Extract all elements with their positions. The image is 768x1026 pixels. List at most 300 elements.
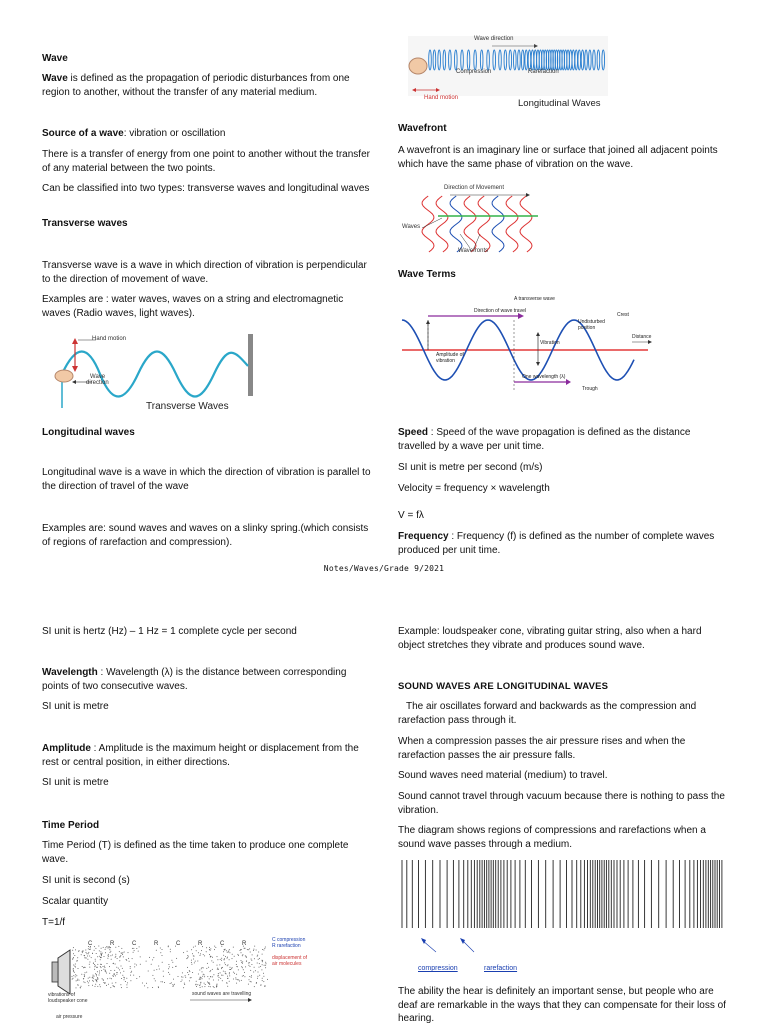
air-molecule <box>115 947 116 948</box>
air-molecule <box>122 952 123 953</box>
air-molecule <box>223 971 224 972</box>
air-molecule <box>84 974 85 975</box>
air-molecule <box>191 962 192 963</box>
air-molecule <box>250 952 251 953</box>
air-molecule <box>102 953 103 954</box>
air-molecule <box>251 959 252 960</box>
rarefaction-marker: R <box>198 941 203 947</box>
air-molecule <box>169 974 170 975</box>
air-molecule <box>233 979 234 980</box>
air-molecule <box>115 957 116 958</box>
air-molecule <box>207 976 208 977</box>
air-molecule <box>125 981 126 982</box>
air-molecule <box>250 966 251 967</box>
air-molecule <box>222 975 223 976</box>
air-molecule <box>198 974 199 975</box>
air-molecule <box>199 978 200 979</box>
air-molecule <box>103 982 104 983</box>
longitudinal-caption: Longitudinal Waves <box>518 98 601 109</box>
air-molecule <box>189 980 190 981</box>
air-molecule <box>257 978 258 979</box>
air-molecule <box>160 952 161 953</box>
sound-waves-heading: SOUND WAVES ARE LONGITUDINAL WAVES <box>398 681 609 692</box>
one-wavelength-label: One wavelength (λ) <box>522 374 566 380</box>
air-molecule <box>237 954 238 955</box>
air-molecule <box>181 981 182 982</box>
air-molecule <box>108 948 109 949</box>
air-molecule <box>87 981 88 982</box>
direction-label: Direction of wave travel <box>474 308 526 314</box>
wavefront-definition: A wavefront is an imaginary line or surface that joined all adjacent points which have the same phase of vibration on the wave. <box>398 145 718 170</box>
air-molecule <box>219 964 220 965</box>
air-molecule <box>78 951 79 952</box>
air-molecule <box>257 963 258 964</box>
air-molecule <box>89 964 90 965</box>
air-molecule <box>221 960 222 961</box>
air-molecule <box>93 981 94 982</box>
air-molecule <box>232 967 233 968</box>
air-molecule <box>259 967 260 968</box>
air-molecule <box>198 952 199 953</box>
compression-rarefaction-figure <box>400 858 726 978</box>
air-molecule <box>92 953 93 954</box>
air-molecule <box>229 981 230 982</box>
wavefront-heading: Wavefront <box>398 123 447 134</box>
air-molecule <box>72 976 73 977</box>
air-molecule <box>202 978 203 979</box>
air-molecule <box>171 982 172 983</box>
air-molecule <box>204 976 205 977</box>
air-molecule <box>76 975 77 976</box>
air-molecule <box>164 982 165 983</box>
air-molecule <box>89 980 90 981</box>
velocity-equation: Velocity = frequency × wavelength <box>398 483 550 494</box>
air-molecule <box>265 965 266 966</box>
wave-definition <box>42 72 372 99</box>
air-molecule <box>73 957 74 958</box>
air-molecule <box>74 972 75 973</box>
air-molecule <box>129 961 130 962</box>
air-molecule <box>154 970 155 971</box>
air-molecule <box>243 969 244 970</box>
vacuum-text: Sound cannot travel through vacuum because there is nothing to pass the vibration. <box>398 791 725 816</box>
air-molecule <box>204 974 205 975</box>
air-molecule <box>109 966 110 967</box>
compression-marker: C <box>132 941 137 947</box>
air-molecule <box>83 967 84 968</box>
transverse-examples: Examples are : water waves, waves on a string and electromagnetic waves (Radio waves, light waves). <box>42 294 344 319</box>
air-molecule <box>237 979 238 980</box>
air-molecule <box>200 955 201 956</box>
air-molecule <box>213 974 214 975</box>
air-molecule <box>131 972 132 973</box>
transverse-definition: Transverse wave is a wave in which direction of vibration is perpendicular to the direction of movement of wave. <box>42 260 367 285</box>
air-molecule <box>100 951 101 952</box>
hertz-unit: SI unit is hertz (Hz) – 1 Hz = 1 complete cycle per second <box>42 626 297 637</box>
wave-terms-heading: Wave Terms <box>398 269 456 280</box>
air-molecule <box>209 978 210 979</box>
air-molecule <box>119 960 120 961</box>
air-molecule <box>152 987 153 988</box>
air-molecule <box>93 963 94 964</box>
air-molecule <box>246 961 247 962</box>
air-molecule <box>95 984 96 985</box>
air-molecule <box>227 976 228 977</box>
air-molecule <box>91 957 92 958</box>
amplitude-definition <box>42 742 372 769</box>
air-molecule <box>261 969 262 970</box>
air-molecule <box>214 987 215 988</box>
air-molecule <box>239 981 240 982</box>
air-molecule <box>248 965 249 966</box>
air-molecule <box>96 975 97 976</box>
air-molecule <box>203 954 204 955</box>
air-molecule <box>92 985 93 986</box>
air-molecule <box>101 964 102 965</box>
air-molecule <box>114 974 115 975</box>
air-molecule <box>96 981 97 982</box>
air-molecule <box>101 970 102 971</box>
air-molecule <box>77 957 78 958</box>
source-term: Source of a wave <box>42 128 124 139</box>
air-molecule <box>187 967 188 968</box>
air-molecule <box>262 978 263 979</box>
air-molecule <box>119 951 120 952</box>
air-molecule <box>242 954 243 955</box>
wave-line <box>492 196 504 252</box>
air-molecule <box>182 980 183 981</box>
air-molecule <box>229 952 230 953</box>
air-molecule <box>105 947 106 948</box>
air-molecule <box>200 987 201 988</box>
air-molecule <box>195 961 196 962</box>
wave-line <box>478 196 490 252</box>
air-molecule <box>95 959 96 960</box>
air-molecule <box>116 967 117 968</box>
air-molecule <box>191 964 192 965</box>
air-molecule <box>192 972 193 973</box>
wavelength-definition <box>42 666 372 693</box>
air-molecule <box>85 972 86 973</box>
air-molecule <box>258 952 259 953</box>
air-molecule <box>95 948 96 949</box>
air-molecule <box>221 975 222 976</box>
air-molecule <box>240 950 241 951</box>
wave-line <box>520 196 532 252</box>
air-molecule <box>72 950 73 951</box>
air-molecule <box>220 978 221 979</box>
air-molecule <box>84 957 85 958</box>
air-molecule <box>97 986 98 987</box>
air-molecule <box>113 963 114 964</box>
transverse-heading: Transverse waves <box>42 218 128 229</box>
air-molecule <box>110 987 111 988</box>
air-molecule <box>236 979 237 980</box>
air-molecule <box>207 982 208 983</box>
air-molecule <box>75 974 76 975</box>
air-molecule <box>79 980 80 981</box>
air-molecule <box>152 975 153 976</box>
air-molecule <box>97 964 98 965</box>
amplitude-term: Amplitude <box>42 743 91 754</box>
air-molecule <box>245 966 246 967</box>
air-molecule <box>115 956 116 957</box>
air-molecule <box>224 962 225 963</box>
air-molecule <box>258 959 259 960</box>
air-molecule <box>206 968 207 969</box>
air-molecule <box>263 950 264 951</box>
air-molecule <box>148 971 149 972</box>
air-molecule <box>236 966 237 967</box>
air-molecule <box>75 967 76 968</box>
air-molecule <box>120 984 121 985</box>
air-molecule <box>75 976 76 977</box>
air-molecule <box>100 964 101 965</box>
air-molecule <box>256 983 257 984</box>
air-molecule <box>73 971 74 972</box>
air-molecule <box>182 972 183 973</box>
air-molecule <box>85 950 86 951</box>
air-molecule <box>118 968 119 969</box>
air-molecule <box>99 950 100 951</box>
wave-direction-label-2: direction <box>86 380 109 386</box>
air-molecule <box>108 947 109 948</box>
air-molecule <box>97 971 98 972</box>
air-molecule <box>72 979 73 980</box>
air-molecule <box>251 964 252 965</box>
air-molecule <box>100 957 101 958</box>
air-molecule <box>254 986 255 987</box>
hand-icon <box>55 370 73 382</box>
air-molecule <box>110 970 111 971</box>
air-molecule <box>104 967 105 968</box>
air-molecule <box>221 968 222 969</box>
air-molecule <box>206 951 207 952</box>
air-molecule <box>244 972 245 973</box>
air-molecule <box>221 958 222 959</box>
air-molecule <box>81 954 82 955</box>
air-molecule <box>190 977 191 978</box>
wavelength-text: : Wavelength (λ) is the distance between corresponding points of two consecutive waves. <box>42 667 347 692</box>
air-molecule <box>232 954 233 955</box>
compression-marker: C <box>176 941 181 947</box>
air-molecule <box>224 959 225 960</box>
air-molecule <box>236 974 237 975</box>
air-molecule <box>215 947 216 948</box>
air-molecule <box>95 986 96 987</box>
wave-line <box>422 196 434 252</box>
air-molecule <box>199 985 200 986</box>
air-molecule <box>219 977 220 978</box>
air-molecule <box>121 987 122 988</box>
air-molecule <box>213 980 214 981</box>
frequency-text: : Frequency (f) is defined as the number of complete waves produced per unit time. <box>398 531 715 556</box>
air-molecule <box>210 950 211 951</box>
air-molecule <box>225 973 226 974</box>
air-molecule <box>95 979 96 980</box>
air-molecule <box>111 959 112 960</box>
air-molecule <box>200 982 201 983</box>
air-molecule <box>222 980 223 981</box>
air-molecule <box>121 978 122 979</box>
air-molecule <box>139 976 140 977</box>
air-molecule <box>218 969 219 970</box>
air-molecule <box>73 969 74 970</box>
air-molecule <box>89 967 90 968</box>
air-molecule <box>110 955 111 956</box>
air-molecule <box>236 983 237 984</box>
air-molecule <box>153 957 154 958</box>
air-molecule <box>92 977 93 978</box>
air-molecule <box>265 947 266 948</box>
air-molecule <box>236 964 237 965</box>
air-molecule <box>93 978 94 979</box>
air-molecule <box>96 967 97 968</box>
air-molecule <box>81 986 82 987</box>
air-molecule <box>203 967 204 968</box>
air-molecule <box>221 967 222 968</box>
air-molecule <box>106 946 107 947</box>
air-molecule <box>257 956 258 957</box>
air-molecule <box>108 984 109 985</box>
air-molecule <box>119 969 120 970</box>
air-molecule <box>262 954 263 955</box>
air-molecule <box>75 949 76 950</box>
air-molecule <box>248 963 249 964</box>
air-molecule <box>94 946 95 947</box>
transverse-wave-title: A transverse wave <box>514 296 555 302</box>
air-molecule <box>103 966 104 967</box>
wave-line <box>436 196 448 252</box>
wavelength-unit: SI unit is metre <box>42 701 109 712</box>
air-molecule <box>187 951 188 952</box>
air-molecule <box>241 962 242 963</box>
air-molecule <box>185 975 186 976</box>
air-molecule <box>106 985 107 986</box>
air-molecule <box>74 966 75 967</box>
air-molecule <box>243 975 244 976</box>
diagram-text: The diagram shows regions of compressions and rarefactions when a sound wave passes through a medium. <box>398 825 706 850</box>
air-molecule <box>195 946 196 947</box>
air-molecule <box>111 978 112 979</box>
scalar-quantity: Scalar quantity <box>42 896 109 907</box>
air-molecule <box>105 970 106 971</box>
air-molecule <box>172 962 173 963</box>
speed-unit: SI unit is metre per second (m/s) <box>398 462 543 473</box>
air-molecule <box>94 969 95 970</box>
air-molecule <box>170 951 171 952</box>
air-molecule <box>212 976 213 977</box>
air-molecule <box>146 983 147 984</box>
air-molecule <box>242 976 243 977</box>
air-molecule <box>259 963 260 964</box>
air-molecule <box>212 969 213 970</box>
air-molecule <box>76 987 77 988</box>
wave-def-text: is defined as the propagation of periodic disturbances from one region to another, without the transfer of any material medium. <box>42 73 350 98</box>
energy-transfer-text: There is a transfer of energy from one point to another without the transfer of any material between the two points. <box>42 149 370 174</box>
air-molecules <box>72 946 269 989</box>
air-molecule <box>172 967 173 968</box>
air-molecule <box>75 964 76 965</box>
air-molecule <box>133 952 134 953</box>
air-molecule <box>103 979 104 980</box>
wall <box>248 334 253 396</box>
frequency-term: Frequency <box>398 531 449 542</box>
air-molecule <box>210 971 211 972</box>
air-molecule <box>94 964 95 965</box>
air-molecule <box>77 960 78 961</box>
air-molecule <box>134 964 135 965</box>
air-molecule <box>254 967 255 968</box>
air-molecule <box>140 956 141 957</box>
air-molecule <box>241 960 242 961</box>
air-molecule <box>160 948 161 949</box>
air-molecule <box>168 946 169 947</box>
air-molecule <box>236 961 237 962</box>
air-molecule <box>126 959 127 960</box>
air-molecule <box>96 974 97 975</box>
source-of-wave <box>42 127 372 141</box>
air-molecule <box>196 986 197 987</box>
air-molecule <box>185 977 186 978</box>
air-molecule <box>82 951 83 952</box>
air-molecule <box>121 953 122 954</box>
air-molecule <box>204 955 205 956</box>
air-molecule <box>115 954 116 955</box>
air-molecule <box>77 980 78 981</box>
air-molecule <box>101 967 102 968</box>
air-molecule <box>95 961 96 962</box>
air-molecule <box>229 972 230 973</box>
air-molecule <box>208 983 209 984</box>
air-molecule <box>191 960 192 961</box>
air-molecule <box>249 976 250 977</box>
air-molecule <box>258 972 259 973</box>
longitudinal-wave-figure <box>408 36 612 110</box>
air-molecule <box>191 949 192 950</box>
air-molecule <box>149 957 150 958</box>
longitudinal-definition: Longitudinal wave is a wave in which the direction of vibration is parallel to the direction of travel of the wave <box>42 467 371 492</box>
air-molecule <box>234 973 235 974</box>
air-molecule <box>263 973 264 974</box>
air-oscillation-text: The air oscillates forward and backwards as the compression and rarefaction pass through it. <box>398 701 697 726</box>
air-molecule <box>118 946 119 947</box>
air-molecule <box>171 960 172 961</box>
air-molecule <box>250 981 251 982</box>
medium-lines <box>402 860 722 928</box>
air-molecule <box>262 961 263 962</box>
air-molecule <box>261 984 262 985</box>
air-molecule <box>110 978 111 979</box>
air-molecule <box>203 974 204 975</box>
transverse-caption: Transverse Waves <box>146 401 229 412</box>
air-molecule <box>248 949 249 950</box>
wave-heading: Wave <box>42 53 68 64</box>
air-molecule <box>102 978 103 979</box>
air-molecule <box>231 968 232 969</box>
air-molecule <box>101 955 102 956</box>
air-molecule <box>183 952 184 953</box>
wave-terms-diagram <box>398 294 654 402</box>
air-molecule <box>99 971 100 972</box>
air-molecule <box>77 979 78 980</box>
air-molecule <box>73 958 74 959</box>
air-molecule <box>122 968 123 969</box>
air-molecule <box>264 948 265 949</box>
air-molecule <box>162 955 163 956</box>
air-molecule <box>251 975 252 976</box>
air-molecule <box>201 968 202 969</box>
